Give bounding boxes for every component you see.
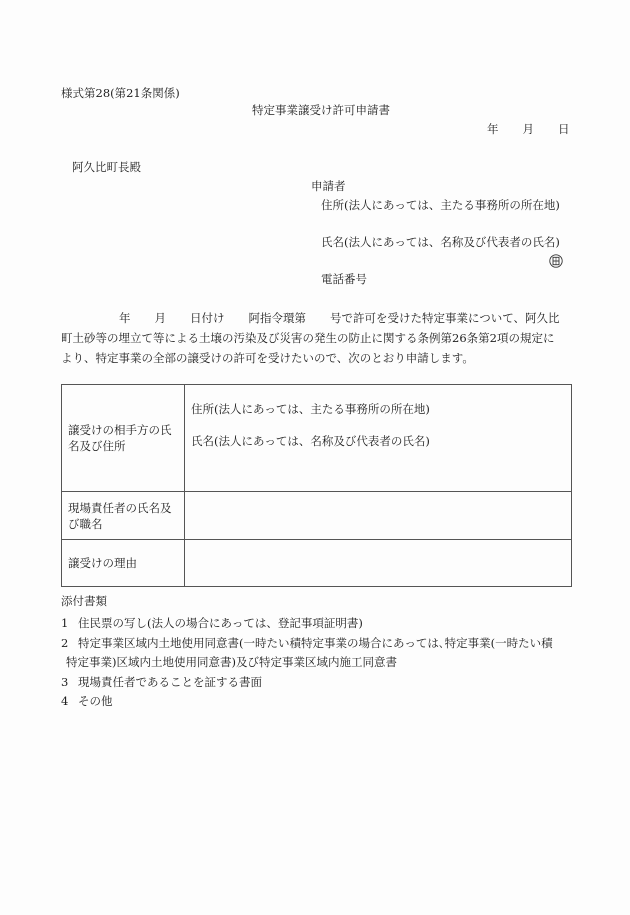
transferee-label: 譲受けの相手方の氏名及び住所	[62, 385, 185, 492]
attachment-item-continuation: 特定事業)区域内土地使用同意書)及び特定事業区域内施工同意書	[66, 655, 397, 669]
attachments-title: 添付書類	[61, 594, 107, 608]
date-day-label: 日	[558, 122, 570, 136]
seal-icon	[549, 254, 563, 268]
applicant-label: 申請者	[311, 179, 346, 193]
form-number: 様式第28(第21条関係)	[61, 86, 180, 100]
applicant-address-label: 住所(法人にあっては、主たる事務所の所在地)	[321, 198, 560, 212]
transfer-reason-label: 譲受けの理由	[62, 540, 185, 587]
applicant-phone-label: 電話番号	[321, 272, 367, 286]
site-manager-label: 現場責任者の氏名及び職名	[62, 492, 185, 540]
attachment-item: 2 特定事業区域内土地使用同意書(一時たい積特定事業の場合にあっては､特定事業(一時たい積	[61, 635, 553, 650]
table-row-site-manager	[62, 492, 572, 540]
table-row-reason	[62, 540, 572, 587]
attachment-item: 4 その他	[61, 694, 113, 708]
statement-line-2: 町土砂等の埋立て等による土壌の汚染及び災害の発生の防止に関する条例第26条第2項の規定に	[61, 331, 555, 345]
table-row-transferee	[62, 385, 572, 492]
attachment-item: 3 現場責任者であることを証する書面	[61, 674, 262, 689]
statement-line-1: 年 月 日付け 阿指令環第 号で許可を受けた特定事業について、阿久比	[119, 311, 560, 325]
statement-line-3: より、特定事業の全部の譲受けの許可を受けたいので、次のとおり申請します。	[61, 351, 474, 365]
application-details-table	[61, 384, 572, 587]
attachment-item: 1 住民票の写し(法人の場合にあっては、登記事項証明書)	[61, 616, 363, 630]
transferee-name-label: 氏名(法人にあっては、名称及び代表者の氏名)	[191, 434, 430, 448]
application-statement	[61, 308, 573, 368]
site-manager-value-cell[interactable]	[185, 492, 572, 540]
date-line	[487, 124, 570, 136]
date-year-label: 年	[487, 122, 499, 136]
applicant-name-label: 氏名(法人にあっては、名称及び代表者の氏名)	[321, 235, 560, 249]
document-title: 特定事業譲受け許可申請書	[252, 103, 390, 117]
date-month-label: 月	[522, 122, 534, 136]
transferee-address-label: 住所(法人にあっては、主たる事務所の所在地)	[191, 402, 430, 416]
transferee-value-cell[interactable]	[185, 385, 572, 492]
addressee: 阿久比町長殿	[72, 160, 141, 174]
attachments-list	[61, 614, 553, 712]
transfer-reason-value-cell[interactable]	[185, 540, 572, 587]
